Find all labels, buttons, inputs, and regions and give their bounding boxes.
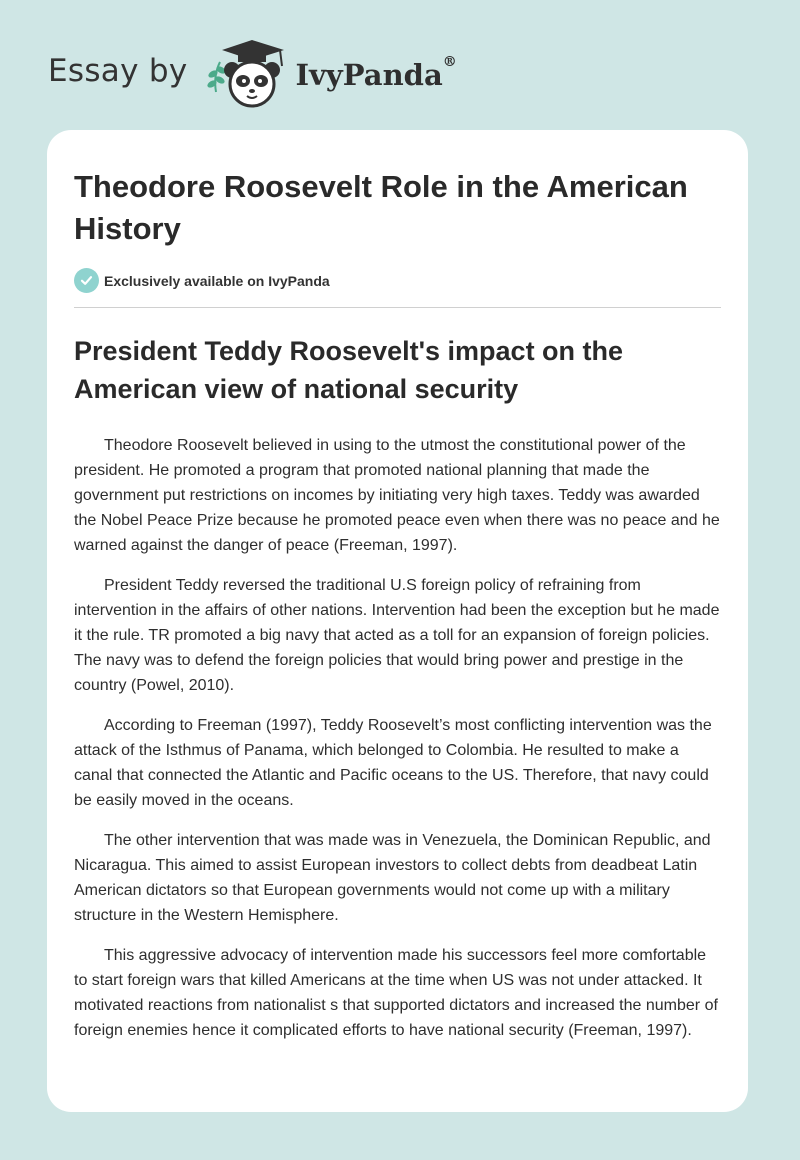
paragraph: This aggressive advocacy of intervention made his successors feel more comfortable to start foreign wars that killed Americans at the time when US was not under attacked. It motivated reactions from nationalist s that supported dictators and increased the number of foreign enemies hence it complicated efforts to have national security (Freeman, 1997). <box>74 947 718 1039</box>
paragraph: According to Freeman (1997), Teddy Roosevelt’s most conflicting intervention was the attack of the Isthmus of Panama, which belonged to Colombia. He resulted to make a canal that connected the Atlantic and Pacific oceans to the US. Therefore, that navy could be easily moved in the oceans. <box>74 717 712 809</box>
check-circle-icon <box>74 268 99 293</box>
brand-header[interactable] <box>48 34 457 114</box>
essay-card <box>47 130 748 1112</box>
paragraph: President Teddy reversed the traditional U.S foreign policy of refraining from intervention in the affairs of other nations. Intervention had been the exception but he made it the rule. TR promoted a big navy that acted as a toll for an expansion of foreign policies. The navy was to defend the foreign policies that would bring power and prestige in the country (Powel, 2010). <box>74 577 720 694</box>
divider <box>74 307 721 308</box>
page-title: Theodore Roosevelt Role in the American History <box>74 169 688 246</box>
paragraph: The other intervention that was made was in Venezuela, the Dominican Republic, and Nicaragua. This aimed to assist European investors to collect debts from deadbeat Latin American dictators so that European governments would not come up with a military structure in the Western Hemisphere. <box>74 832 711 924</box>
brand-prefix: Essay by <box>48 53 188 89</box>
brand-name: IvyPanda® <box>295 54 457 92</box>
section-title: President Teddy Roosevelt's impact on the American view of national security <box>74 336 624 404</box>
essay-body <box>74 433 721 1043</box>
paragraph: Theodore Roosevelt believed in using to the utmost the constitutional power of the president. He promoted a program that promoted national planning that made the government put restrictions on incomes by initiating very high taxes. Teddy was awarded the Nobel Peace Prize because he promoted peace even when there was no peace and he warned against the danger of peace (Freeman, 1997). <box>74 437 720 554</box>
registered-mark: ® <box>442 54 457 70</box>
exclusive-badge <box>74 268 721 293</box>
panda-graduate-logo-icon <box>200 36 292 112</box>
exclusive-badge-label: Exclusively available on IvyPanda <box>104 272 330 289</box>
